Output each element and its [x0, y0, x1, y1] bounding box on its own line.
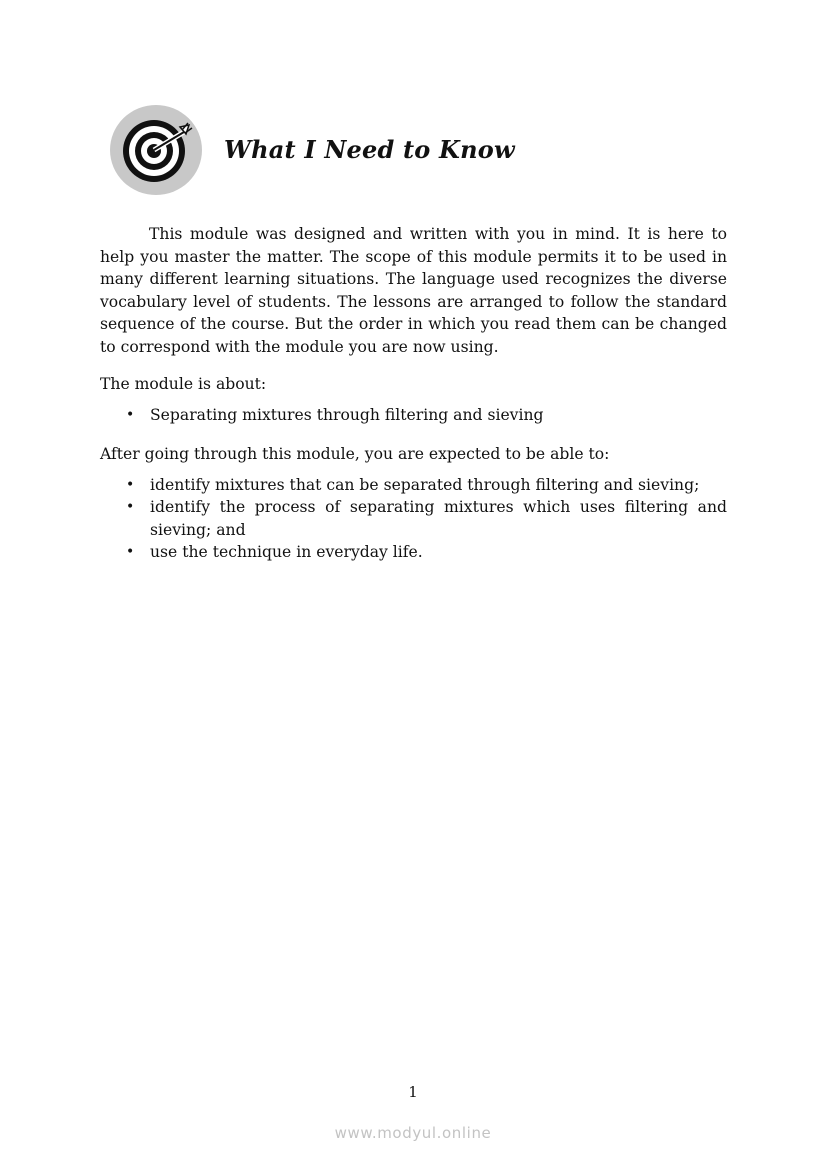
section-title: What I Need to Know	[224, 135, 515, 164]
about-list	[100, 404, 727, 427]
section-header	[108, 103, 728, 197]
list-item: • Separating mixtures through filtering and sieving	[100, 404, 727, 427]
module-content	[100, 223, 727, 564]
bullet-icon: •	[126, 406, 135, 423]
objectives-label: After going through this module, you are expected to be able to:	[100, 445, 610, 463]
list-item: • identify the process of separating mixtures which uses filtering and sieving; and	[126, 498, 727, 539]
intro-paragraph: This module was designed and written with you in mind. It is here to help you master the matter. The scope of this module permits it to be used in many different learning situations. The language used recognizes the diverse vocabulary level of students. The lessons are arranged to follow the standard sequence of the course. But the order in which you read them can be changed to correspond with the module you are now using.	[100, 225, 727, 356]
watermark: www.modyul.online	[334, 1124, 492, 1142]
bullet-icon: •	[126, 476, 135, 493]
objectives-list	[100, 474, 727, 564]
list-item: • identify mixtures that can be separated through filtering and sieving;	[100, 474, 727, 497]
list-item: • use the technique in everyday life.	[100, 541, 727, 564]
page-number: 1	[408, 1083, 418, 1101]
target-icon	[108, 103, 204, 197]
bullet-icon: •	[126, 544, 135, 560]
bullet-icon: •	[126, 499, 135, 515]
about-label: The module is about:	[100, 375, 267, 393]
